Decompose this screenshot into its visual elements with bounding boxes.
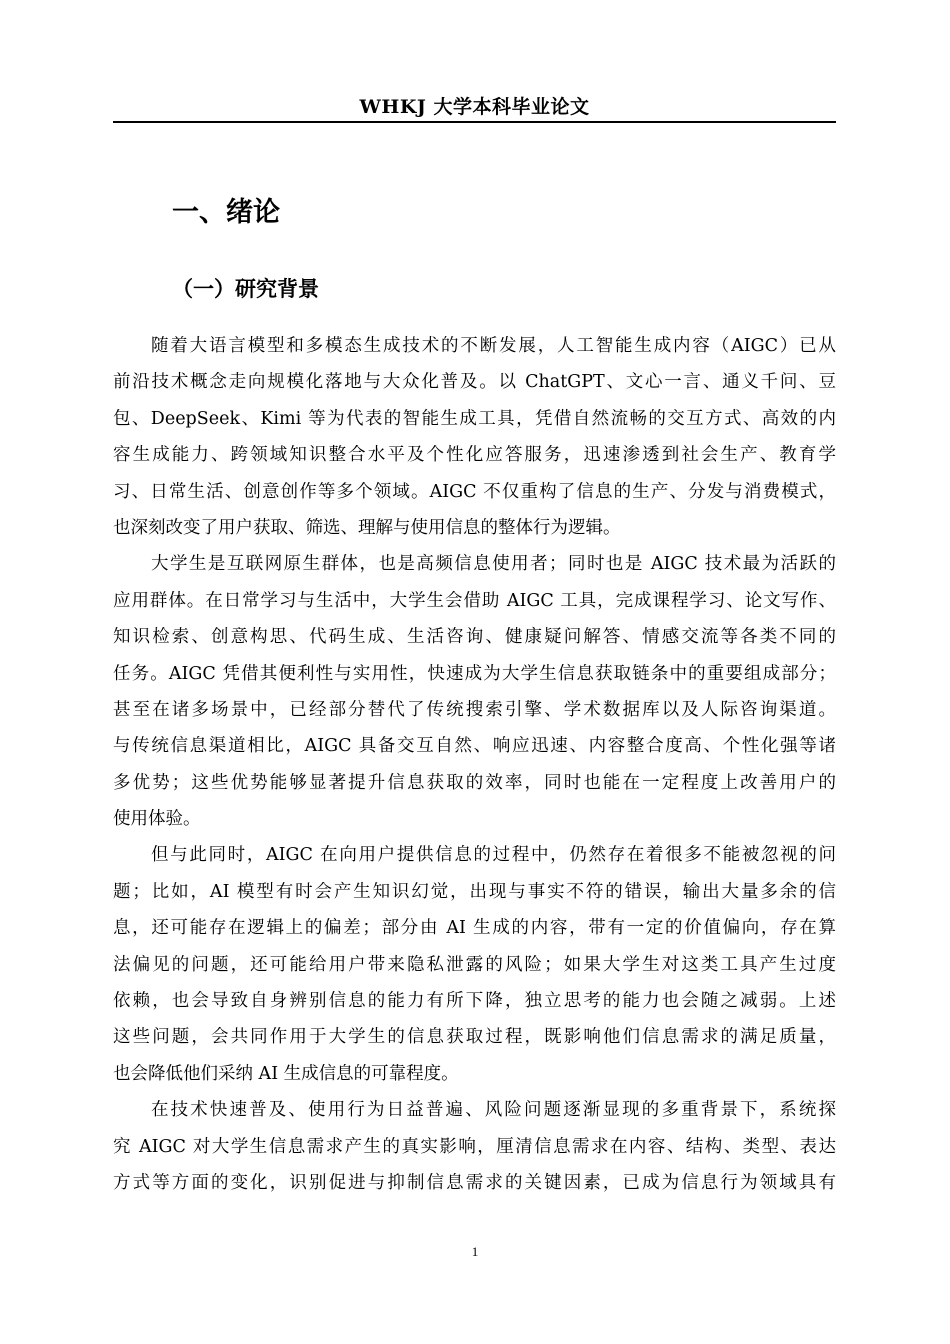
paragraph-line: 包、DeepSeek、Kimi 等为代表的智能生成工具，凭借自然流畅的交互方式、高效的内 bbox=[113, 408, 836, 429]
running-header: WHKJ 大学本科毕业论文 bbox=[359, 96, 590, 118]
paragraph-line: 这些问题，会共同作用于大学生的信息获取过程，既影响他们信息需求的满足质量， bbox=[113, 1027, 836, 1048]
paragraph-line: 应用群体。在日常学习与生活中，大学生会借助 AIGC 工具，完成课程学习、论文写作、 bbox=[113, 590, 836, 611]
paragraph-line: 使用体验。 bbox=[113, 809, 201, 830]
paragraph-line: 也深刻改变了用户获取、筛选、理解与使用信息的整体行为逻辑。 bbox=[113, 517, 621, 538]
paragraph-line: 究 AIGC 对大学生信息需求产生的真实影响，厘清信息需求在内容、结构、类型、表达 bbox=[113, 1136, 836, 1157]
paragraph-line: 大学生是互联网原生群体，也是高频信息使用者；同时也是 AIGC 技术最为活跃的 bbox=[151, 554, 836, 575]
paragraph-line: 在技术快速普及、使用行为日益普遍、风险问题逐渐显现的多重背景下，系统探 bbox=[151, 1100, 836, 1121]
paragraph-line: 与传统信息渠道相比，AIGC 具备交互自然、响应迅速、内容整合度高、个性化强等诸 bbox=[113, 736, 836, 757]
paragraph-line: 知识检索、创意构思、代码生成、生活咨询、健康疑问解答、情感交流等各类不同的 bbox=[113, 627, 836, 648]
paragraph-line: 前沿技术概念走向规模化落地与大众化普及。以 ChatGPT、文心一言、通义千问、豆 bbox=[113, 372, 836, 393]
paragraph-line: 方式等方面的变化，识别促进与抑制信息需求的关键因素，已成为信息行为领域具有 bbox=[113, 1172, 836, 1193]
header-rule bbox=[113, 121, 836, 123]
section-title: （一）研究背景 bbox=[172, 277, 319, 301]
paragraph-line: 法偏见的问题，还可能给用户带来隐私泄露的风险；如果大学生对这类工具产生过度 bbox=[113, 954, 836, 975]
paragraph-line: 但与此同时，AIGC 在向用户提供信息的过程中，仍然存在着很多不能被忽视的问 bbox=[151, 845, 836, 866]
paragraph-line: 容生成能力、跨领域知识整合水平及个性化应答服务，迅速渗透到社会生产、教育学 bbox=[113, 445, 836, 466]
paragraph-line: 多优势；这些优势能够显著提升信息获取的效率，同时也能在一定程度上改善用户的 bbox=[113, 772, 836, 793]
paragraph-line: 习、日常生活、创意创作等多个领域。AIGC 不仅重构了信息的生产、分发与消费模式， bbox=[113, 481, 836, 502]
body-text bbox=[113, 328, 836, 1201]
chapter-title: 一、绪论 bbox=[172, 197, 280, 228]
paragraph-line: 依赖，也会导致自身辨别信息的能力有所下降，独立思考的能力也会随之减弱。上述 bbox=[113, 991, 836, 1012]
paragraph-line: 甚至在诸多场景中，已经部分替代了传统搜索引擎、学术数据库以及人际咨询渠道。 bbox=[113, 699, 836, 720]
paragraph-line: 随着大语言模型和多模态生成技术的不断发展，人工智能生成内容（AIGC）已从 bbox=[151, 336, 836, 356]
paragraph-line: 也会降低他们采纳 AI 生成信息的可靠程度。 bbox=[113, 1063, 459, 1084]
paragraph-line: 题；比如，AI 模型有时会产生知识幻觉，出现与事实不符的错误，输出大量多余的信 bbox=[113, 881, 836, 902]
page-number: 1 bbox=[471, 1244, 479, 1259]
paragraph-line: 任务。AIGC 凭借其便利性与实用性，快速成为大学生信息获取链条中的重要组成部分； bbox=[113, 663, 836, 684]
paragraph-line: 息，还可能存在逻辑上的偏差；部分由 AI 生成的内容，带有一定的价值偏向，存在算 bbox=[113, 918, 836, 939]
